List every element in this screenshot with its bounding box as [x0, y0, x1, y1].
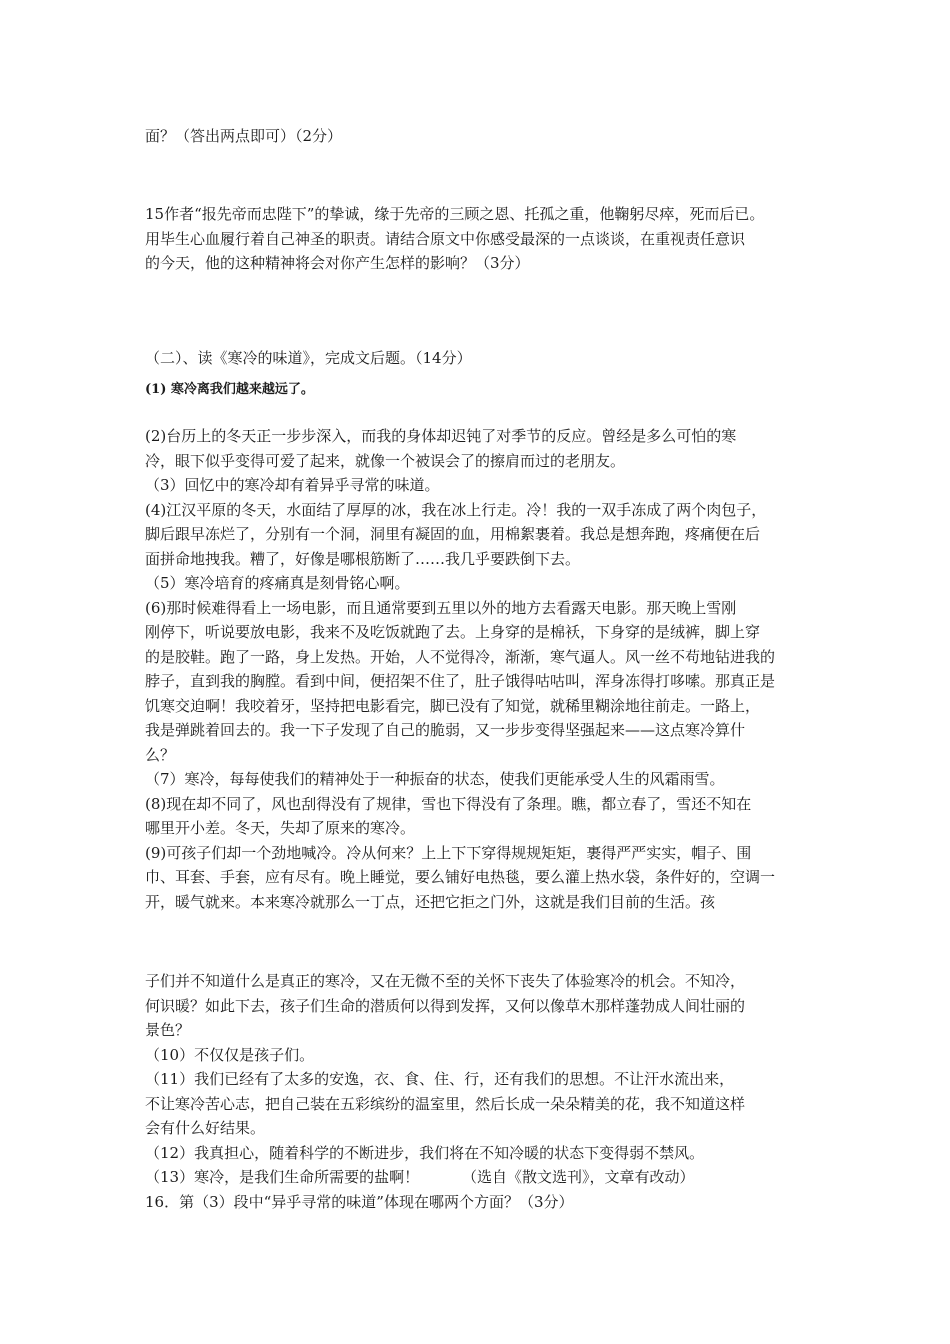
- passage-line: 子们并不知道什么是真正的寒冷，又在无微不至的关怀下丧失了体验寒冷的机会。不知冷，: [145, 972, 746, 990]
- passage-part-2: [145, 969, 805, 1214]
- question-14-text: 面？（答出两点即可）（2分）: [145, 127, 343, 145]
- passage-line: （3）回忆中的寒冷却有着异乎寻常的味道。: [145, 476, 440, 494]
- question-15-line: 15作者“报先帝而忠陛下”的挚诚，缘于先帝的三顾之恩、托孤之重，他鞠躬尽瘁，死而后已。: [145, 205, 765, 223]
- passage-line: 景色？: [145, 1021, 191, 1039]
- passage-line: (4)江汉平原的冬天，水面结了厚厚的冰，我在冰上行走。冷！我的一双手冻成了两个肉包子，: [145, 500, 767, 519]
- passage-line: 的是胶鞋。跑了一路，身上发热。开始，人不觉得冷，渐渐，寒气逼人。风一丝不苟地钻进我的: [145, 647, 776, 666]
- passage-line: (2)台历上的冬天正一步步深入，而我的身体却迟钝了对季节的反应。曾经是多么可怕的寒: [145, 427, 737, 445]
- passage-line: 脚后跟早冻烂了，分别有一个洞，洞里有凝固的血，用棉絮裹着。我总是想奔跑，疼痛便在后: [145, 525, 761, 543]
- passage-part-1: [145, 424, 805, 914]
- passage-line: （10）不仅仅是孩子们。: [145, 1045, 315, 1064]
- question-14-tail: [145, 124, 805, 149]
- question-15: [145, 202, 805, 276]
- passage-line: （11）我们已经有了太多的安逸，衣、食、住、行，还有我们的思想。不让汗水流出来，: [145, 1070, 735, 1088]
- passage-line: （7）寒冷，每每使我们的精神处于一种振奋的状态，使我们更能承受人生的风霜雨雪。: [145, 770, 725, 788]
- passage-line: （12）我真担心，随着科学的不断进步，我们将在不知冷暖的状态下变得弱不禁风。: [145, 1143, 705, 1162]
- passage-line: 会有什么好结果。: [145, 1119, 266, 1137]
- passage-line: 面拼命地拽我。糟了，好像是哪根筋断了……我几乎要跌倒下去。: [145, 549, 581, 568]
- passage-line: 脖子，直到我的胸膛。看到中间，便招架不住了，肚子饿得咕咕叫，浑身冻得打哆嗦。那真正是: [145, 672, 776, 690]
- passage-line: 巾、耳套、手套，应有尽有。晚上睡觉，要么铺好电热毯，要么灌上热水袋，条件好的，空调一: [145, 868, 776, 886]
- passage-line: (6)那时候难得看上一场电影，而且通常要到五里以外的地方去看露天电影。那天晚上雪刚: [145, 598, 737, 617]
- passage-line: 饥寒交迫啊！我咬着牙，坚持把电影看完，脚已没有了知觉，就稀里糊涂地往前走。一路上，: [145, 696, 761, 715]
- passage-line: 么？: [145, 745, 176, 764]
- passage-line: （5）寒冷培育的疼痛真是刻骨铭心啊。: [145, 574, 410, 592]
- passage-line: (8)现在却不同了，风也刮得没有了规律，雪也下得没有了条理。瞧，都立春了，雪还不知在: [145, 794, 752, 813]
- passage-line: (9)可孩子们却一个劲地喊冷。冷从何来？上上下下穿得规规矩矩，裹得严严实实，帽子、围: [145, 843, 752, 862]
- passage-line: 开，暖气就来。本来寒冷就那么一丁点，还把它拒之门外，这就是我们目前的生活。孩: [145, 892, 716, 911]
- passage-line: （13）寒冷，是我们生命所需要的盐啊！ （选自《散文选刊》，文章有改动）: [145, 1168, 695, 1186]
- passage-line: 冷，眼下似乎变得可爱了起来，就像一个被误会了的擦肩而过的老朋友。: [145, 451, 626, 470]
- question-15-line: 的今天，他的这种精神将会对你产生怎样的影响？（3分）: [145, 254, 530, 272]
- passage-line: 不让寒冷苦心志，把自己装在五彩缤纷的温室里，然后长成一朵朵精美的花，我不知道这样: [145, 1094, 746, 1113]
- passage-line: 我是弹跳着回去的。我一下子发现了自己的脆弱，又一步步变得坚强起来——这点寒冷算什: [145, 721, 746, 739]
- passage-line: 哪里开小差。冬天，失却了原来的寒冷。: [145, 819, 416, 837]
- question-16: 16．第（3）段中“异乎寻常的味道”体现在哪两个方面？（3分）: [145, 1192, 574, 1211]
- section-2-heading: （二）、读《寒冷的味道》，完成文后题。（14分）: [145, 349, 472, 367]
- passage-line: 何识暖？如此下去，孩子们生命的潜质何以得到发挥，又何以像草木那样蓬勃成人间壮丽的: [145, 996, 746, 1015]
- paragraph-1: (1) 寒冷离我们越来越远了。: [145, 382, 314, 397]
- passage-line: 刚停下，听说要放电影，我来不及吃饭就跑了去。上身穿的是棉袄，下身穿的是绒裤，脚上穿: [145, 623, 761, 641]
- question-15-line: 用毕生心血履行着自己神圣的职责。请结合原文中你感受最深的一点谈谈，在重视责任意识: [145, 229, 746, 248]
